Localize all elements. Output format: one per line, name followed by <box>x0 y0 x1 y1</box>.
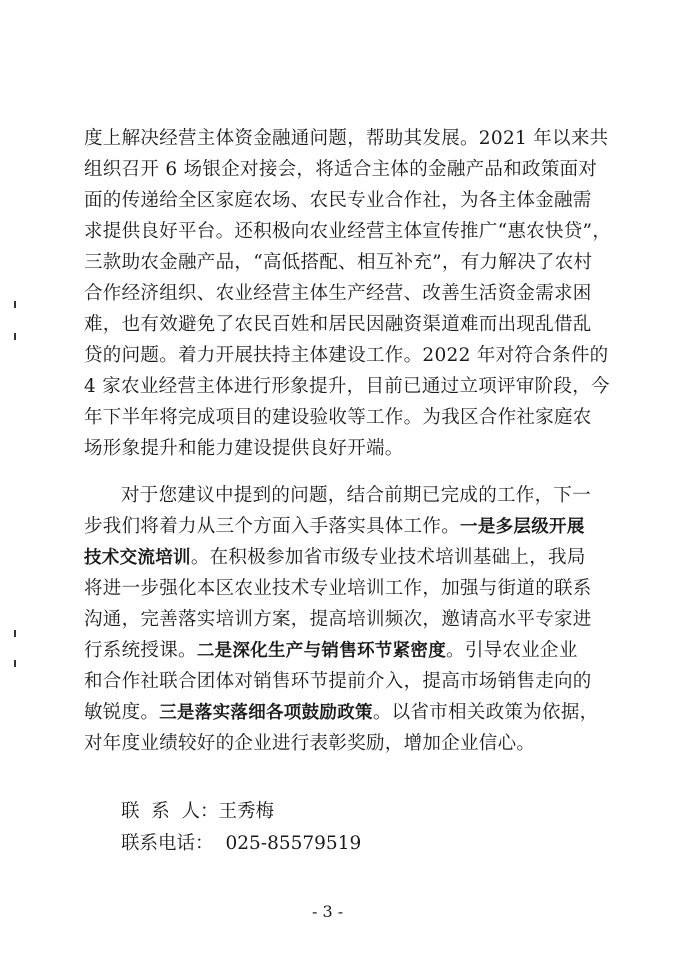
emphasis-heading: 二是深化生产与销售环节紧密度 <box>196 641 447 661</box>
text-line: 合作经济组织、农业经营主体生产经营、改善生活资金需求困 <box>84 283 592 304</box>
text-line: 组织召开 6 场银企对接会，将适合主体的金融产品和政策面对 <box>84 159 598 180</box>
contact-phone <box>121 832 361 856</box>
text-line: 对于您建议中提到的问题，结合前期已完成的工作，下一 <box>121 485 592 506</box>
emphasis-heading: 三是落实落细各项鼓励政策 <box>159 703 373 723</box>
text-line <box>84 546 586 570</box>
binding-mark <box>14 630 16 637</box>
text-line: 难，也有效避免了农民百姓和居民因融资渠道难而出现乱借乱 <box>84 314 592 335</box>
text-span: 。引导农业企业 <box>446 640 578 661</box>
text-line: 对年度业绩较好的企业进行表彰奖励，增加企业信心。 <box>84 733 536 754</box>
contact-person-name: 王秀梅 <box>218 801 275 822</box>
text-line: 三款助农金融产品，“高低搭配、相互补充”，有力解决了农村 <box>84 252 593 273</box>
text-line: 度上解决经营主体资金融通问题，帮助其发展。2021 年以来共 <box>84 128 609 149</box>
text-line <box>84 515 585 539</box>
contact-person-label: 联 系 人： <box>121 801 219 822</box>
binding-mark <box>14 660 16 667</box>
text-line: 将进一步强化本区农业技术专业培训工作，加强与街道的联系 <box>84 578 592 599</box>
contact-phone-label: 联系电话： <box>121 833 214 854</box>
binding-mark <box>14 301 16 308</box>
emphasis-heading: 一是多层级开展 <box>460 517 585 537</box>
contact-person <box>121 800 274 824</box>
text-line: 4 家农业经营主体进行形象提升，目前已通过立项评审阶段，今 <box>84 376 610 397</box>
emphasis-heading: 技术交流培训 <box>84 548 191 568</box>
text-line: 沟通，完善落实培训方案，提高培训频次，邀请高水平专家进 <box>84 609 592 630</box>
text-span: 敏锐度。 <box>84 702 160 723</box>
text-line: 和合作社联合团体对销售环节提前介入，提高市场销售走向的 <box>84 671 592 692</box>
page-number: - 3 - <box>312 902 344 921</box>
text-span: 。以省市相关政策为依据， <box>372 702 599 723</box>
text-line <box>84 701 598 725</box>
text-span: 行系统授课。 <box>84 640 197 661</box>
text-line: 场形象提升和能力建设提供良好开端。 <box>84 438 404 459</box>
text-line: 年下半年将完成项目的建设验收等工作。为我区合作社家庭农 <box>84 407 592 428</box>
text-span: 步我们将着力从三个方面入手落实具体工作。 <box>84 516 461 537</box>
contact-phone-value: 025-85579519 <box>225 833 362 854</box>
binding-mark <box>14 333 16 340</box>
text-line: 贷的问题。着力开展扶持主体建设工作。2022 年对符合条件的 <box>84 345 609 366</box>
text-line: 面的传递给全区家庭农场、农民专业合作社，为各主体金融需 <box>84 190 592 211</box>
text-line: 求提供良好平台。还积极向农业经营主体宣传推广“惠农快贷”， <box>84 221 612 242</box>
text-line <box>84 639 578 663</box>
text-span: 。在积极参加省市级专业技术培训基础上，我局 <box>190 547 586 568</box>
